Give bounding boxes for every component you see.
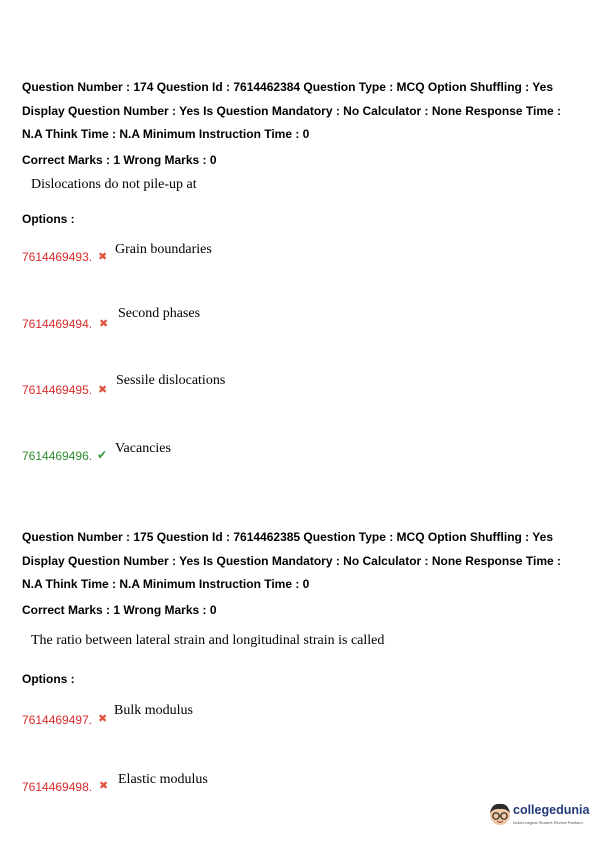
question-marks: Correct Marks : 1 Wrong Marks : 0 (22, 603, 217, 617)
question-text: The ratio between lateral strain and longitudinal strain is called (31, 633, 385, 648)
option-id: 7614469496. (22, 449, 93, 463)
correct-check-icon: ✔ (97, 448, 108, 462)
logo-tagline: India's largest Student Review Platform (513, 820, 583, 825)
options-label: Options : (22, 212, 75, 226)
question-meta: Question Number : 175 Question Id : 7614462385 Question Type : MCQ Option Shuffling : Yes Display Question Number : Yes Is Question Mandatory : No Calculator : None Response Time : N.A Think Time : N.A Minimum Instruction Time : 0 (22, 530, 561, 591)
question-text: Dislocations do not pile-up at (31, 177, 197, 192)
option-text: Second phases (118, 306, 201, 321)
collegedunia-logo (488, 801, 588, 831)
question-marks: Correct Marks : 1 Wrong Marks : 0 (22, 153, 217, 167)
option-id: 7614469495. (22, 383, 93, 397)
option-id: 7614469498. (22, 780, 93, 794)
option-text: Grain boundaries (115, 242, 212, 257)
option-text: Elastic modulus (118, 772, 208, 787)
mascot-icon (488, 801, 512, 829)
option-text: Bulk modulus (114, 703, 193, 718)
wrong-mark-icon: ✖ (99, 318, 109, 330)
wrong-mark-icon: ✖ (98, 251, 108, 263)
option-id: 7614469494. (22, 317, 93, 331)
option-id: 7614469493. (22, 250, 93, 264)
options-label: Options : (22, 672, 75, 686)
question-meta: Question Number : 174 Question Id : 7614462384 Question Type : MCQ Option Shuffling : Yes Display Question Number : Yes Is Question Mandatory : No Calculator : None Response Time : N.A Think Time : N.A Minimum Instruction Time : 0 (22, 80, 561, 141)
wrong-mark-icon: ✖ (99, 780, 109, 792)
option-text: Vacancies (115, 441, 171, 456)
option-id: 7614469497. (22, 713, 93, 727)
logo-name: collegedunia (513, 803, 590, 817)
wrong-mark-icon: ✖ (98, 384, 108, 396)
option-text: Sessile dislocations (116, 373, 226, 388)
wrong-mark-icon: ✖ (98, 713, 108, 725)
